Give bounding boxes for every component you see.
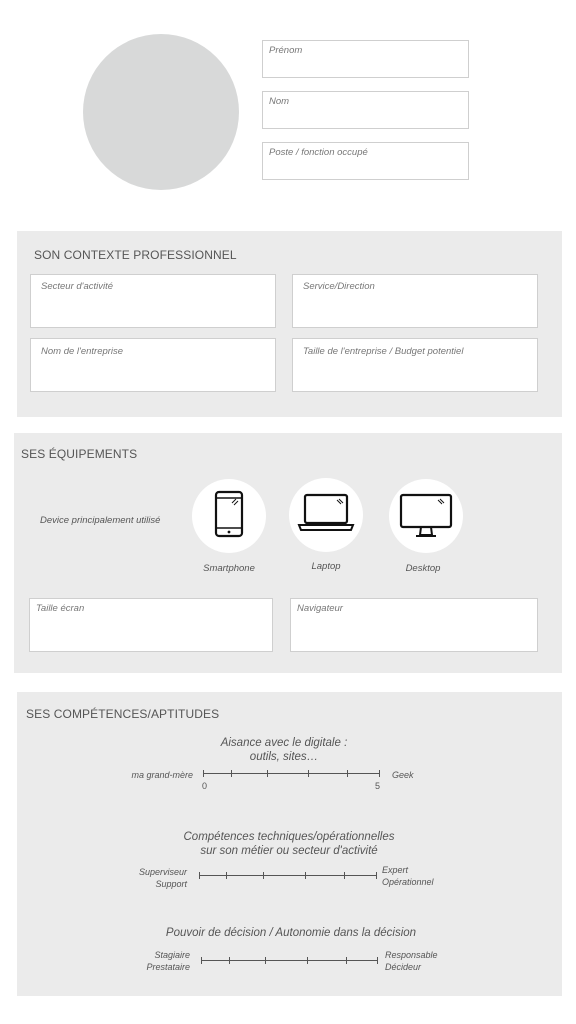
technical-scale-title-line2: sur son métier ou secteur d'activité [200,845,378,857]
digital-scale-tick[interactable] [267,770,268,777]
decision-scale-title [116,926,466,940]
digital-scale-line[interactable] [203,773,380,774]
first-name-placeholder: Prénom [269,45,303,56]
desktop-icon [389,479,463,553]
digital-scale-title-line1: Aisance avec le digitale : [220,737,348,749]
last-name-field[interactable] [262,91,469,129]
screen-size-placeholder: Taille écran [36,603,85,614]
decision-scale-left-line2: Prestataire [146,962,190,972]
digital-scale-min: 0 [202,781,208,791]
smartphone-icon [192,479,266,553]
company-name-field[interactable] [30,338,276,392]
sector-field[interactable] [30,274,276,328]
service-field[interactable] [292,274,538,328]
context-panel [17,231,562,417]
first-name-field[interactable] [262,40,469,78]
decision-scale-left-line1: Stagiaire [154,950,190,960]
technical-scale-title-line1: Compétences techniques/opérationnelles [183,831,395,843]
device-smartphone-option[interactable] [192,479,266,553]
device-laptop-option[interactable] [289,478,363,552]
decision-scale-tick[interactable] [229,957,230,964]
digital-scale-tick[interactable] [347,770,348,777]
last-name-placeholder: Nom [269,96,290,107]
decision-scale-tick[interactable] [346,957,347,964]
digital-scale-tick[interactable] [203,770,204,777]
decision-scale-left-label [100,949,190,973]
technical-scale-left-line2: Support [155,879,187,889]
device-smartphone-label: Smartphone [203,563,255,574]
technical-scale-right-label [382,864,434,888]
decision-scale-tick[interactable] [201,957,202,964]
digital-scale-right-label: Geek [392,770,414,780]
decision-scale-tick[interactable] [307,957,308,964]
digital-scale-left-label: ma grand-mère [131,770,193,780]
job-title-placeholder: Poste / fonction occupé [269,147,368,158]
decision-scale-right-line1: Responsable [385,950,438,960]
company-name-placeholder: Nom de l'entreprise [41,346,124,357]
device-desktop-option[interactable] [389,479,463,553]
decision-scale-tick[interactable] [377,957,378,964]
decision-scale-right-line2: Décideur [385,962,422,972]
equipment-title: SES ÉQUIPEMENTS [21,447,138,461]
screen-size-field[interactable] [29,598,273,652]
digital-scale-max: 5 [375,781,381,791]
avatar-placeholder[interactable] [83,34,239,190]
digital-scale-title-line2: outils, sites… [249,751,319,763]
technical-scale-tick[interactable] [305,872,306,879]
device-label: Device principalement utilisé [40,515,161,526]
technical-scale-tick[interactable] [344,872,345,879]
skills-title: SES COMPÉTENCES/APTITUDES [26,707,220,721]
digital-scale-tick[interactable] [308,770,309,777]
context-title: SON CONTEXTE PROFESSIONNEL [34,248,237,262]
equipment-panel [14,433,562,673]
digital-scale-tick[interactable] [379,770,380,777]
service-placeholder: Service/Direction [303,281,375,292]
browser-placeholder: Navigateur [297,603,343,614]
decision-scale-right-label [385,949,438,973]
decision-scale-tick[interactable] [265,957,266,964]
sector-placeholder: Secteur d'activité [41,281,114,292]
company-size-placeholder: Taille de l'entreprise / Budget potentiel [303,346,464,357]
technical-scale-tick[interactable] [376,872,377,879]
job-title-field[interactable] [262,142,469,180]
company-size-field[interactable] [292,338,538,392]
decision-scale-line[interactable] [201,960,378,961]
technical-scale-left-line1: Superviseur [138,867,187,877]
technical-scale-tick[interactable] [263,872,264,879]
technical-scale-tick[interactable] [226,872,227,879]
technical-scale-right-line2: Opérationnel [382,877,434,887]
technical-scale-title [139,830,439,858]
device-desktop-label: Desktop [405,563,441,574]
technical-scale-left-label [97,866,187,890]
decision-scale-title-line1: Pouvoir de décision / Autonomie dans la décision [165,927,417,939]
digital-scale-tick[interactable] [231,770,232,777]
skills-panel [17,692,562,996]
digital-scale-title [134,736,434,764]
technical-scale-right-line1: Expert [382,865,409,875]
browser-field[interactable] [290,598,538,652]
technical-scale-tick[interactable] [199,872,200,879]
device-laptop-label: Laptop [311,561,341,572]
laptop-icon [289,478,363,552]
